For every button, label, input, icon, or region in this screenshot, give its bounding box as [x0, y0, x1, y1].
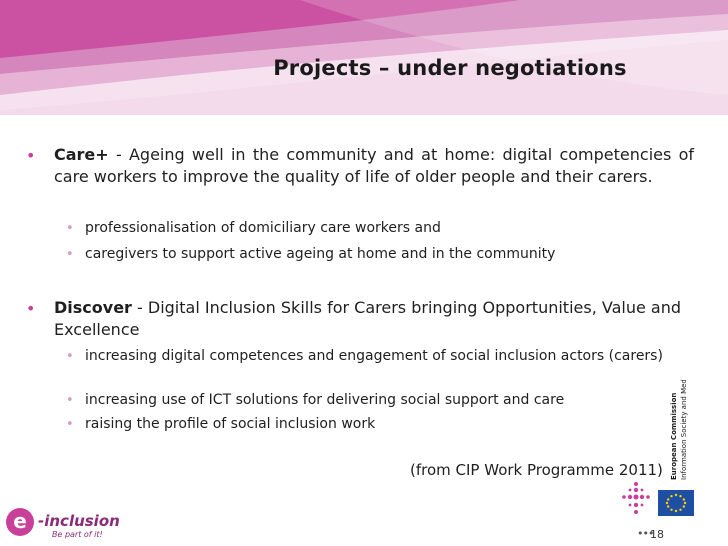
bullet-icon: •: [26, 146, 36, 165]
sub-bullet-icon: •: [66, 393, 74, 408]
logo-tagline: Be part of it!: [52, 530, 103, 539]
bullet-icon: •: [26, 299, 36, 318]
page-dots-icon: •••: [637, 527, 654, 540]
page-number: 18: [650, 528, 664, 541]
ec-dg: Information Society and Media: [680, 380, 688, 480]
sub-bullet-icon: •: [66, 247, 74, 262]
sub-item: caregivers to support active ageing at home and in the community: [85, 246, 556, 262]
sub-item: raising the profile of social inclusion work: [85, 416, 376, 432]
sub-bullet-icon: •: [66, 221, 74, 236]
sub-item: increasing use of ICT solutions for delivering social support and care: [85, 392, 565, 408]
page-title: Projects – under negotiations: [273, 56, 627, 80]
item-text: - Digital Inclusion Skills for Carers bringing Opportunities, Value and Excellence: [54, 298, 681, 339]
sub-bullet-icon: •: [66, 349, 74, 364]
item-name: Discover: [54, 298, 132, 317]
sub-bullet-icon: •: [66, 417, 74, 432]
sub-item: professionalisation of domiciliary care workers and: [85, 220, 441, 236]
logo-wordmark: -inclusion: [38, 512, 120, 530]
list-item-care-plus: [54, 144, 694, 188]
eu-flag-icon: [658, 490, 694, 516]
source-note: (from CIP Work Programme 2011): [410, 461, 663, 479]
item-text: - Ageing well in the community and at home: digital competencies of care workers to improve the quality of life of older people and their carers.: [54, 145, 694, 186]
sub-item: increasing digital competences and engagement of social inclusion actors (carers): [85, 348, 663, 364]
e-inclusion-logo: e: [6, 508, 34, 536]
dots-cross-icon: [620, 480, 652, 520]
ec-name: European Commission: [670, 392, 678, 480]
item-name: Care+: [54, 145, 109, 164]
list-item-discover: [54, 297, 684, 341]
